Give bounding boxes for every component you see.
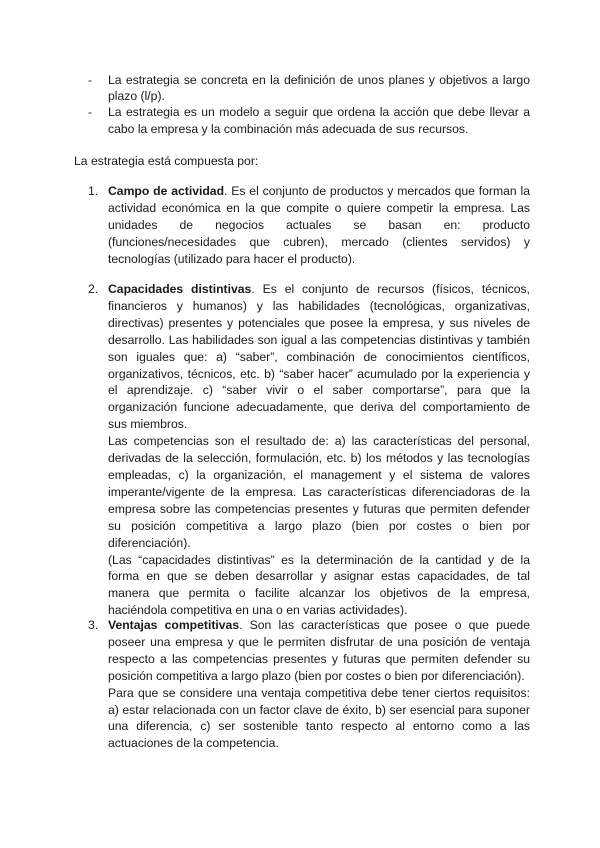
bullet-text: La estrategia es un modelo a seguir que ordena la acción que debe llevar a cabo la empresa y la combinación más adecuada de sus recursos. xyxy=(108,105,530,136)
list-item-ventajas-competitivas xyxy=(88,617,530,752)
item-text: . Es el conjunto de productos y mercados que forman la actividad económica en la que compite o quiere competir la empresa. Las unidades de negocios actuales se basan en: producto (funciones/necesidades que cubren), mercado (clientes servidos) y tecnologías (utilizado para hacer el producto). xyxy=(108,184,530,266)
item-paragraph xyxy=(108,183,530,268)
item-paragraph xyxy=(108,281,530,433)
list-item-campo-de-actividad xyxy=(88,183,530,268)
item-title: Campo de actividad xyxy=(108,184,225,198)
item-paragraph xyxy=(108,617,530,685)
item-number: 3. xyxy=(88,618,99,632)
bullet-item xyxy=(88,72,530,104)
item-text: . Es el conjunto de recursos (físicos, técnicos, financieros y humanos) y las habilidades (tecnológicas, organizativas, directivas) presentes y potenciales que posee la empresa, y sus niveles de desarrollo. Las habilidades son igual a las competencias distintivas y también son iguales que: a) “saber”, combinación de conocimientos científicos, organizativos, técnicos, etc. b) “saber hacer” acumulado por la experiencia y el aprendizaje. c) “saber vivir o el saber comportarse”, para que la organización funcione adecuadamente, que deriva del comportamiento de sus miembros. xyxy=(108,282,530,432)
bullet-marker: - xyxy=(88,73,93,87)
item-text: . Son las características que posee o que puede poseer una empresa y que le permiten disfrutar de una posición de ventaja respecto a las competencias presentes y futuras que permiten defender su posición competitiva a largo plazo (bien por costes o bien por diferenciación). xyxy=(108,618,530,683)
item-number: 1. xyxy=(88,184,99,198)
bullet-list xyxy=(88,72,530,137)
intro-text: La estrategia está compuesta por: xyxy=(74,154,259,168)
item-number: 2. xyxy=(88,282,99,296)
list-item-capacidades-distintivas xyxy=(88,281,530,619)
item-paragraph: (Las “capacidades distintivas” es la determinación de la cantidad y de la forma en que se deben desarrollar y asignar estas capacidades, de tal manera que permita o facilite alcanzar los objetivos de la empresa, haciéndola competitiva en una o en varias actividades). xyxy=(108,552,530,618)
bullet-text: La estrategia se concreta en la definición de unos planes y objetivos a largo plazo (l/p). xyxy=(108,73,530,104)
item-paragraph: Las competencias son el resultado de: a) las características del personal, derivadas de la selección, formulación, etc. b) los métodos y las tecnologías empleadas, c) la organización, el management y el sistema de valores imperante/vigente de la empresa. Las características diferenciadoras de la empresa sobre las competencias presentes y futuras que permiten defender su posición competitiva a largo plazo (bien por costes o bien por diferenciación). xyxy=(108,434,530,550)
item-title: Ventajas competitivas xyxy=(108,618,240,632)
bullet-marker: - xyxy=(88,105,93,120)
item-title: Capacidades distintivas xyxy=(108,282,252,296)
bullet-item xyxy=(88,104,530,136)
item-paragraph: Para que se considere una ventaja competitiva debe tener ciertos requisitos: a) estar relacionada con un factor clave de éxito, b) ser esencial para suponer una diferencia, c) ser sostenible tanto respecto al entorno como a las actuaciones de la competencia. xyxy=(108,685,530,751)
